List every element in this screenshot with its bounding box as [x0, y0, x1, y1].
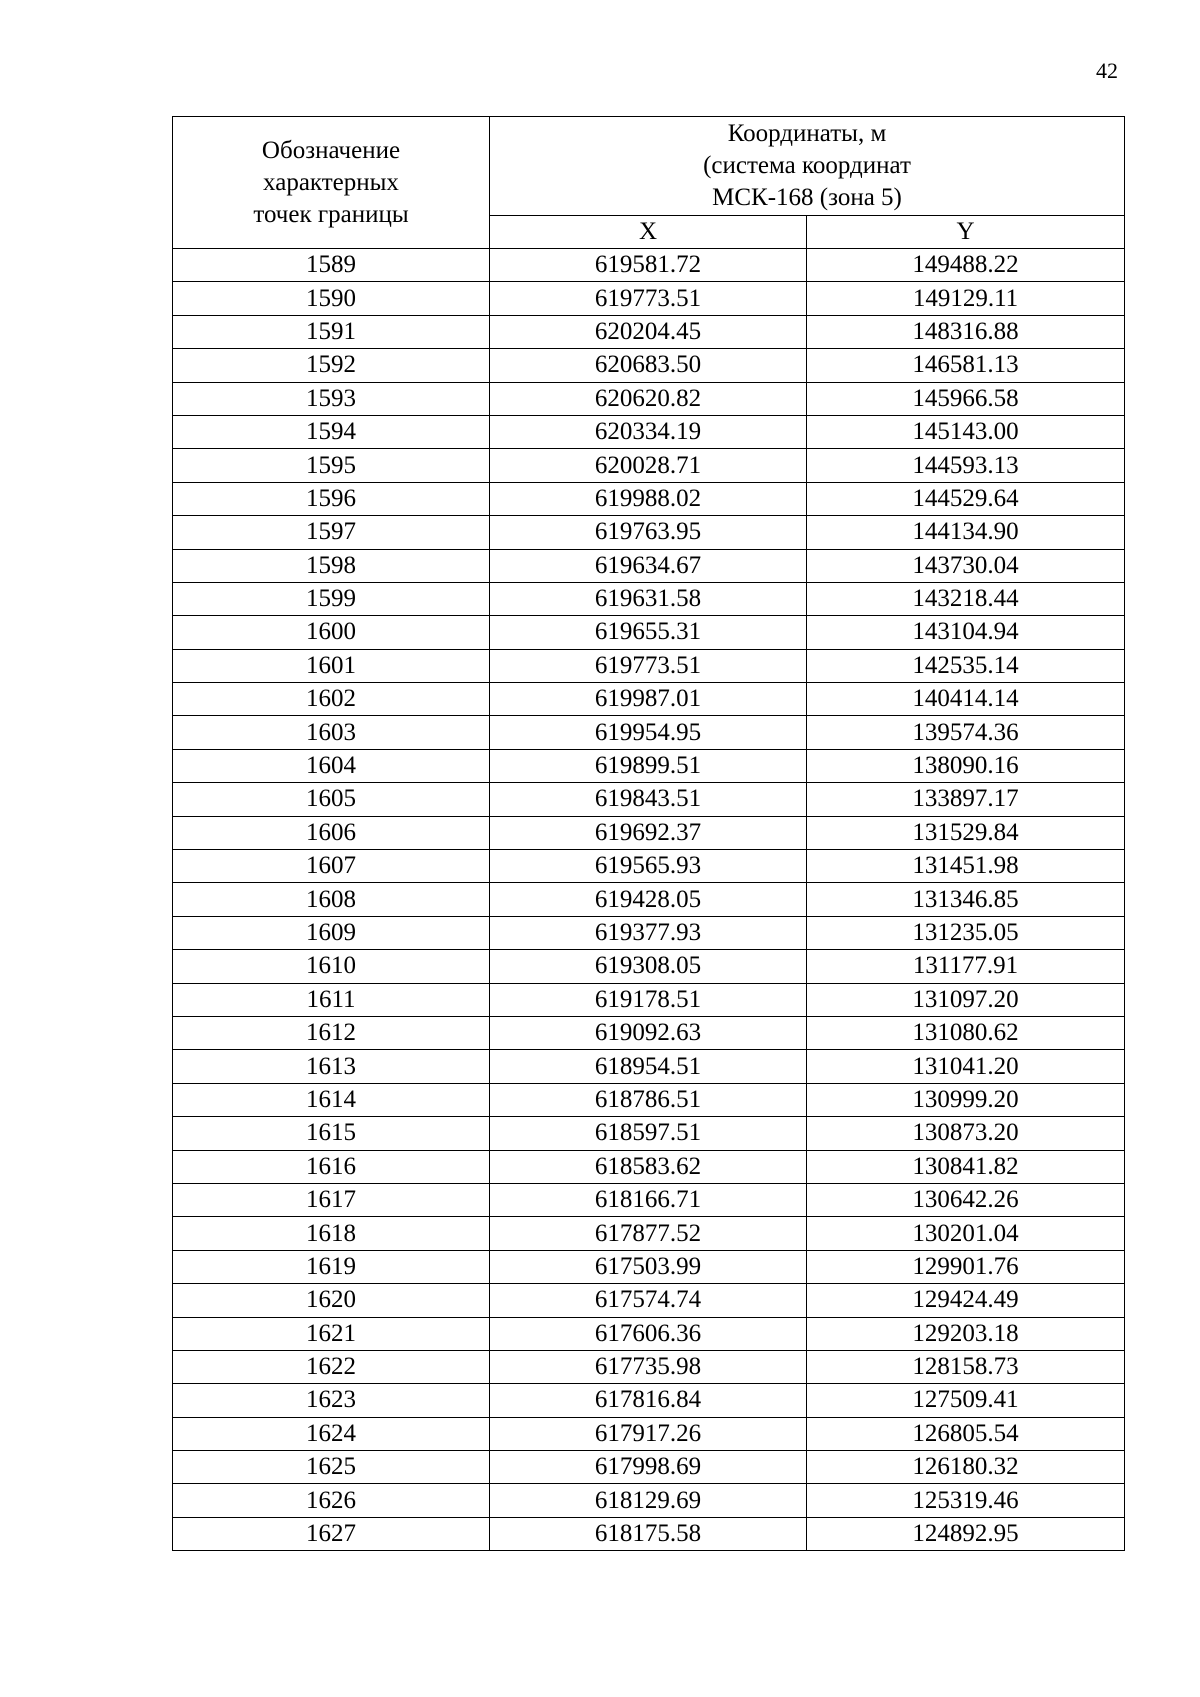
x-coordinate-cell: 617877.52 — [490, 1217, 807, 1250]
table-row — [173, 983, 1125, 1016]
y-coordinate-cell: 146581.13 — [807, 349, 1125, 382]
table-row — [173, 950, 1125, 983]
coords-header-line: МСК-168 (зона 5) — [712, 184, 902, 211]
table-row — [173, 1517, 1125, 1550]
y-coordinate-cell: 129203.18 — [807, 1317, 1125, 1350]
x-coordinate-cell: 617998.69 — [490, 1451, 807, 1484]
point-cell: 1589 — [173, 249, 490, 282]
y-coordinate-cell: 144529.64 — [807, 482, 1125, 515]
x-coordinate-cell: 617606.36 — [490, 1317, 807, 1350]
point-cell: 1592 — [173, 349, 490, 382]
x-coordinate-cell: 619377.93 — [490, 916, 807, 949]
table-row — [173, 382, 1125, 415]
coords-column-header — [490, 117, 1125, 216]
point-cell: 1615 — [173, 1117, 490, 1150]
y-coordinate-cell: 128158.73 — [807, 1350, 1125, 1383]
x-coordinate-cell: 618954.51 — [490, 1050, 807, 1083]
x-coordinate-cell: 618129.69 — [490, 1484, 807, 1517]
y-coordinate-cell: 142535.14 — [807, 649, 1125, 682]
y-coordinate-cell: 140414.14 — [807, 683, 1125, 716]
point-cell: 1626 — [173, 1484, 490, 1517]
x-coordinate-cell: 619899.51 — [490, 749, 807, 782]
point-cell: 1610 — [173, 950, 490, 983]
table-row — [173, 1350, 1125, 1383]
point-cell: 1618 — [173, 1217, 490, 1250]
x-coordinate-cell: 619692.37 — [490, 816, 807, 849]
table-body — [173, 249, 1125, 1551]
x-coordinate-cell: 619565.93 — [490, 850, 807, 883]
table-row — [173, 1317, 1125, 1350]
coordinates-table — [172, 116, 1125, 1551]
table-row — [173, 349, 1125, 382]
point-cell: 1617 — [173, 1183, 490, 1216]
page-number: 42 — [1096, 58, 1118, 83]
x-coordinate-cell: 619773.51 — [490, 649, 807, 682]
table-row — [173, 916, 1125, 949]
x-coordinate-cell: 619954.95 — [490, 716, 807, 749]
table-row — [173, 883, 1125, 916]
y-coordinate-cell: 129901.76 — [807, 1250, 1125, 1283]
y-coordinate-cell: 133897.17 — [807, 783, 1125, 816]
coords-header-line: (система координат — [703, 152, 911, 179]
y-coordinate-cell: 143104.94 — [807, 616, 1125, 649]
y-column-header: Y — [807, 216, 1125, 249]
table-row — [173, 249, 1125, 282]
table-row — [173, 1484, 1125, 1517]
y-coordinate-cell: 126180.32 — [807, 1451, 1125, 1484]
coords-header-line: Координаты, м — [727, 120, 887, 147]
point-cell: 1599 — [173, 582, 490, 615]
point-cell: 1590 — [173, 282, 490, 315]
y-coordinate-cell: 131529.84 — [807, 816, 1125, 849]
y-coordinate-cell: 131177.91 — [807, 950, 1125, 983]
point-cell: 1620 — [173, 1284, 490, 1317]
x-coordinate-cell: 617816.84 — [490, 1384, 807, 1417]
point-cell: 1624 — [173, 1417, 490, 1450]
point-cell: 1619 — [173, 1250, 490, 1283]
y-coordinate-cell: 143218.44 — [807, 582, 1125, 615]
y-coordinate-cell: 131080.62 — [807, 1016, 1125, 1049]
x-coordinate-cell: 619987.01 — [490, 683, 807, 716]
table-row — [173, 1284, 1125, 1317]
table-row — [173, 783, 1125, 816]
x-coordinate-cell: 620028.71 — [490, 449, 807, 482]
point-cell: 1613 — [173, 1050, 490, 1083]
point-cell: 1604 — [173, 749, 490, 782]
x-coordinate-cell: 619178.51 — [490, 983, 807, 1016]
point-cell: 1612 — [173, 1016, 490, 1049]
y-coordinate-cell: 130999.20 — [807, 1083, 1125, 1116]
x-coordinate-cell: 619655.31 — [490, 616, 807, 649]
x-coordinate-cell: 619308.05 — [490, 950, 807, 983]
point-cell: 1596 — [173, 482, 490, 515]
y-coordinate-cell: 127509.41 — [807, 1384, 1125, 1417]
point-cell: 1597 — [173, 516, 490, 549]
y-coordinate-cell: 139574.36 — [807, 716, 1125, 749]
table-row — [173, 582, 1125, 615]
y-coordinate-cell: 124892.95 — [807, 1517, 1125, 1550]
x-coordinate-cell: 619631.58 — [490, 582, 807, 615]
y-coordinate-cell: 131041.20 — [807, 1050, 1125, 1083]
point-cell: 1601 — [173, 649, 490, 682]
y-coordinate-cell: 130841.82 — [807, 1150, 1125, 1183]
y-coordinate-cell: 130642.26 — [807, 1183, 1125, 1216]
table-row — [173, 315, 1125, 348]
table-row — [173, 282, 1125, 315]
table-row — [173, 816, 1125, 849]
table-row — [173, 1217, 1125, 1250]
x-coordinate-cell: 619634.67 — [490, 549, 807, 582]
y-coordinate-cell: 131097.20 — [807, 983, 1125, 1016]
x-coordinate-cell: 619843.51 — [490, 783, 807, 816]
y-coordinate-cell: 131346.85 — [807, 883, 1125, 916]
point-cell: 1621 — [173, 1317, 490, 1350]
y-coordinate-cell: 130201.04 — [807, 1217, 1125, 1250]
x-coordinate-cell: 617917.26 — [490, 1417, 807, 1450]
y-coordinate-cell: 131451.98 — [807, 850, 1125, 883]
table-row — [173, 549, 1125, 582]
y-coordinate-cell: 149129.11 — [807, 282, 1125, 315]
y-coordinate-cell: 126805.54 — [807, 1417, 1125, 1450]
point-cell: 1608 — [173, 883, 490, 916]
point-cell: 1616 — [173, 1150, 490, 1183]
x-coordinate-cell: 619988.02 — [490, 482, 807, 515]
table-row — [173, 1117, 1125, 1150]
table-row — [173, 616, 1125, 649]
table-row — [173, 482, 1125, 515]
table-row — [173, 449, 1125, 482]
table-row — [173, 1250, 1125, 1283]
table-row — [173, 1451, 1125, 1484]
y-coordinate-cell: 145143.00 — [807, 415, 1125, 448]
table-row — [173, 1016, 1125, 1049]
table-row — [173, 850, 1125, 883]
point-cell: 1591 — [173, 315, 490, 348]
x-coordinate-cell: 618175.58 — [490, 1517, 807, 1550]
x-column-header: X — [490, 216, 807, 249]
point-cell: 1614 — [173, 1083, 490, 1116]
point-column-header — [173, 117, 490, 249]
table-row — [173, 1384, 1125, 1417]
point-cell: 1593 — [173, 382, 490, 415]
x-coordinate-cell: 619763.95 — [490, 516, 807, 549]
x-coordinate-cell: 619773.51 — [490, 282, 807, 315]
point-cell: 1609 — [173, 916, 490, 949]
y-coordinate-cell: 131235.05 — [807, 916, 1125, 949]
table-row — [173, 683, 1125, 716]
table-row — [173, 1183, 1125, 1216]
point-cell: 1594 — [173, 415, 490, 448]
point-cell: 1627 — [173, 1517, 490, 1550]
y-coordinate-cell: 149488.22 — [807, 249, 1125, 282]
x-coordinate-cell: 619092.63 — [490, 1016, 807, 1049]
table-row — [173, 749, 1125, 782]
point-cell: 1598 — [173, 549, 490, 582]
point-cell: 1611 — [173, 983, 490, 1016]
y-coordinate-cell: 130873.20 — [807, 1117, 1125, 1150]
point-cell: 1605 — [173, 783, 490, 816]
x-coordinate-cell: 617503.99 — [490, 1250, 807, 1283]
x-coordinate-cell: 618583.62 — [490, 1150, 807, 1183]
x-coordinate-cell: 617574.74 — [490, 1284, 807, 1317]
x-coordinate-cell: 619581.72 — [490, 249, 807, 282]
table-row — [173, 1150, 1125, 1183]
point-cell: 1606 — [173, 816, 490, 849]
table-row — [173, 516, 1125, 549]
y-coordinate-cell: 145966.58 — [807, 382, 1125, 415]
point-cell: 1600 — [173, 616, 490, 649]
point-cell: 1623 — [173, 1384, 490, 1417]
table-row — [173, 415, 1125, 448]
x-coordinate-cell: 620683.50 — [490, 349, 807, 382]
x-coordinate-cell: 620620.82 — [490, 382, 807, 415]
point-cell: 1625 — [173, 1451, 490, 1484]
y-coordinate-cell: 129424.49 — [807, 1284, 1125, 1317]
x-coordinate-cell: 617735.98 — [490, 1350, 807, 1383]
y-coordinate-cell: 125319.46 — [807, 1484, 1125, 1517]
point-cell: 1607 — [173, 850, 490, 883]
y-coordinate-cell: 143730.04 — [807, 549, 1125, 582]
y-coordinate-cell: 144134.90 — [807, 516, 1125, 549]
table-row — [173, 1050, 1125, 1083]
x-coordinate-cell: 619428.05 — [490, 883, 807, 916]
y-coordinate-cell: 138090.16 — [807, 749, 1125, 782]
point-cell: 1603 — [173, 716, 490, 749]
point-cell: 1602 — [173, 683, 490, 716]
table-row — [173, 1417, 1125, 1450]
x-coordinate-cell: 620334.19 — [490, 415, 807, 448]
x-coordinate-cell: 618597.51 — [490, 1117, 807, 1150]
table-row — [173, 716, 1125, 749]
point-header-line: точек границы — [253, 200, 409, 228]
x-coordinate-cell: 618786.51 — [490, 1083, 807, 1116]
table-header — [173, 117, 1125, 249]
point-header-line: характерных — [263, 168, 399, 196]
table-row — [173, 1083, 1125, 1116]
y-coordinate-cell: 144593.13 — [807, 449, 1125, 482]
table-row — [173, 649, 1125, 682]
point-header-line: Обозначение — [261, 136, 401, 164]
point-cell: 1622 — [173, 1350, 490, 1383]
point-cell: 1595 — [173, 449, 490, 482]
y-coordinate-cell: 148316.88 — [807, 315, 1125, 348]
x-coordinate-cell: 620204.45 — [490, 315, 807, 348]
x-coordinate-cell: 618166.71 — [490, 1183, 807, 1216]
